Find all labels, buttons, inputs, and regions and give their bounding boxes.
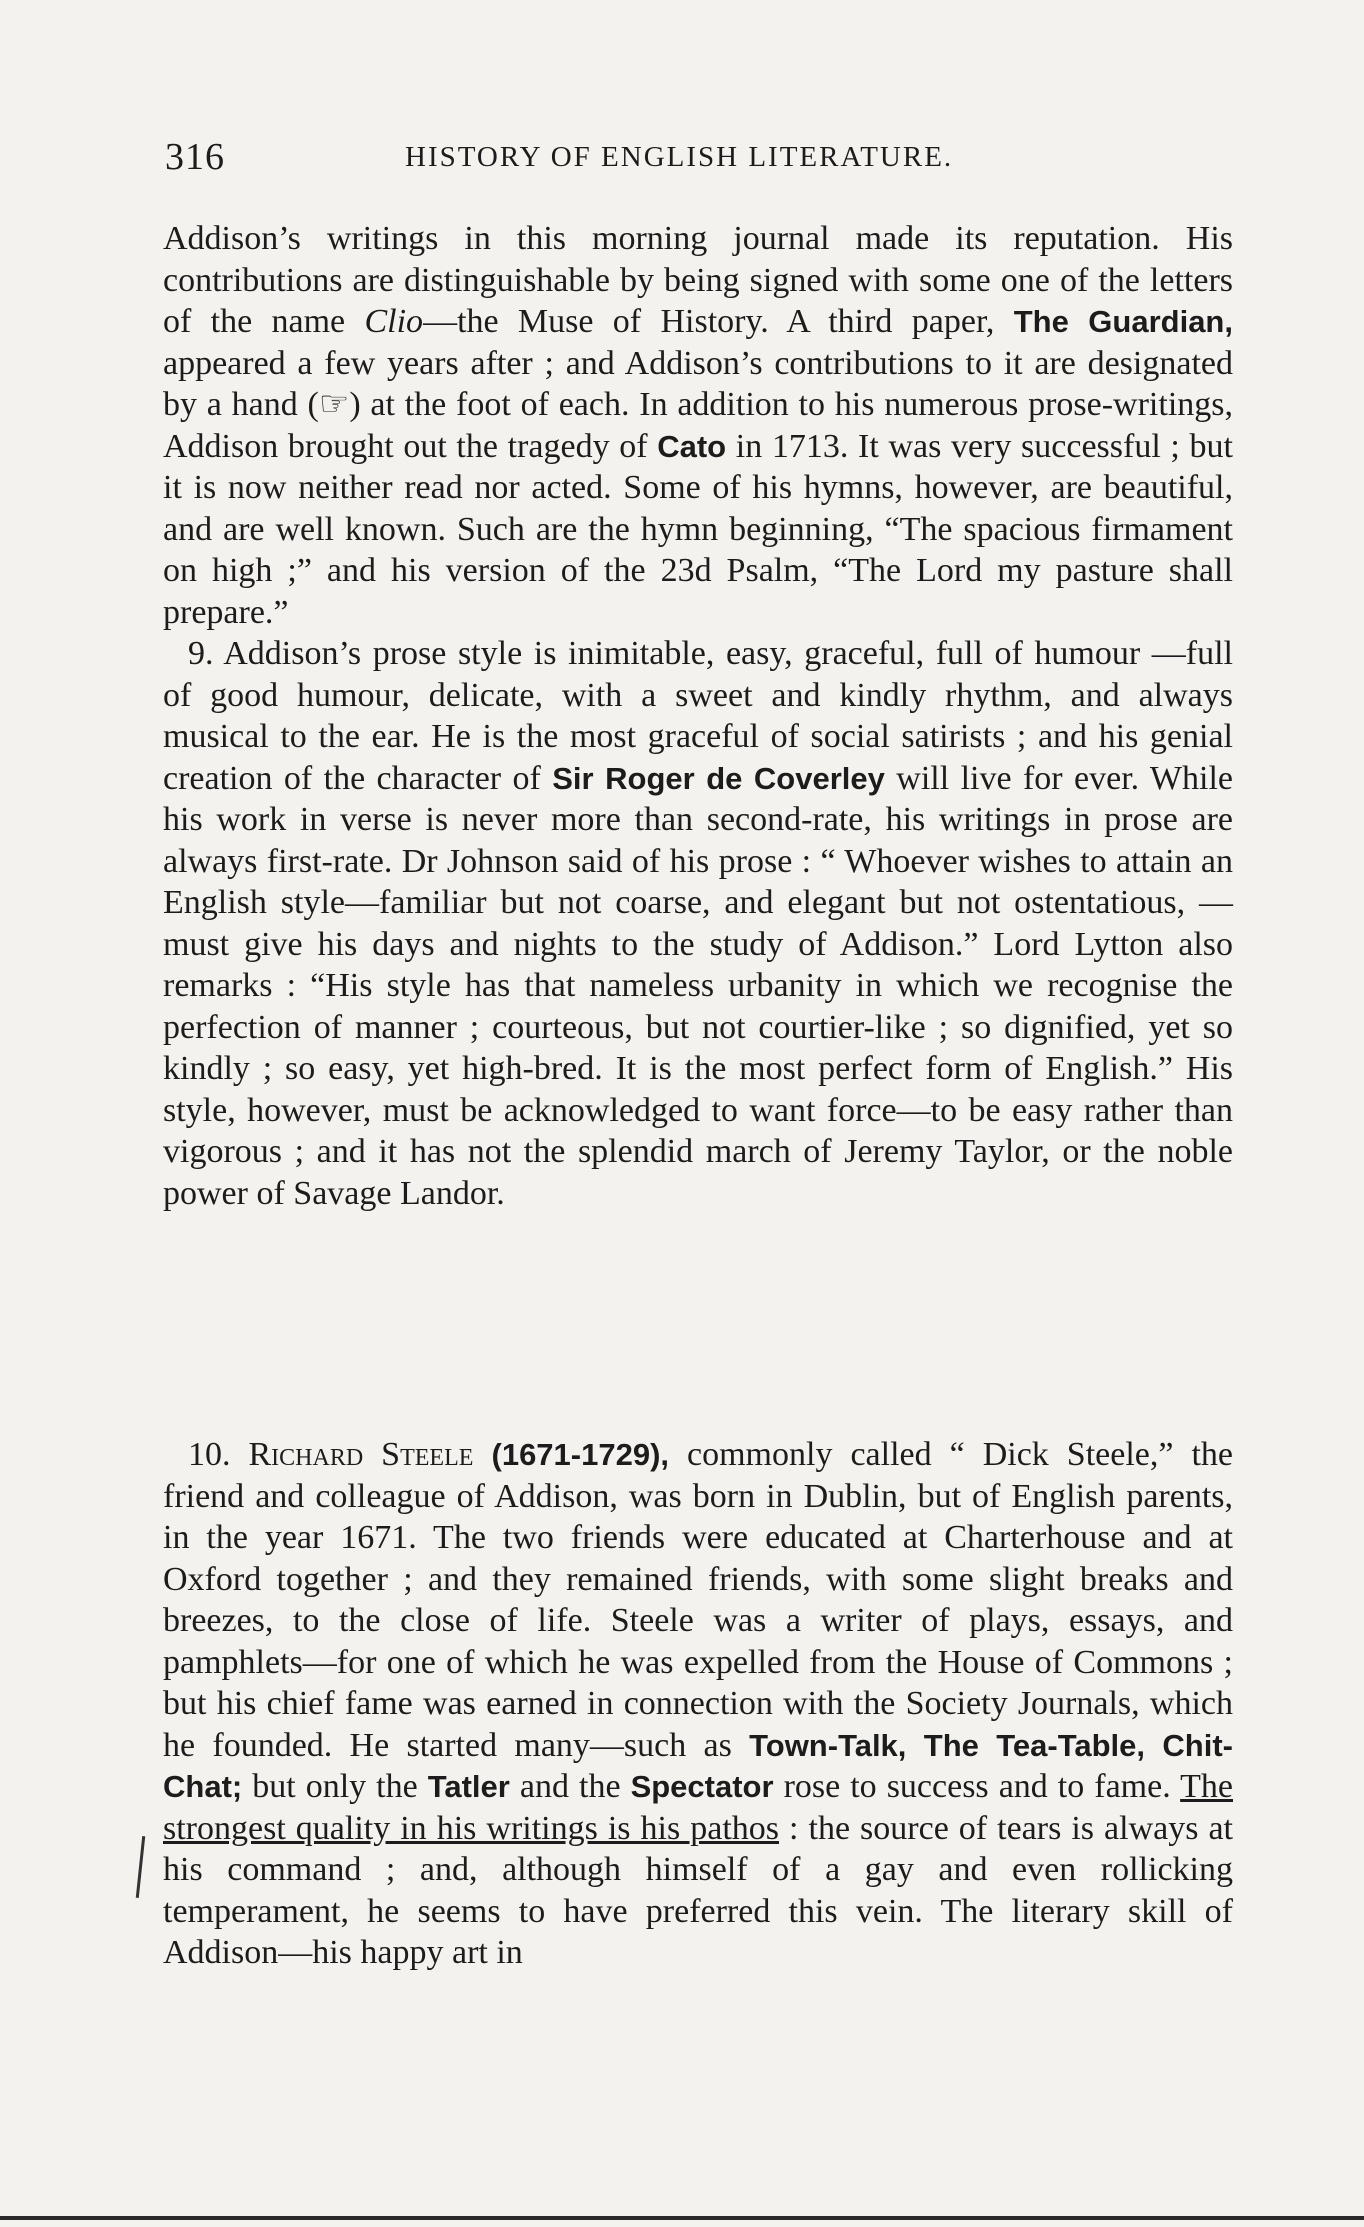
guardian-title: The Guardian,	[1013, 304, 1233, 339]
text-block-steele	[163, 1434, 1233, 1974]
paragraph-9: 9. Addison’s prose style is inimitable, easy, graceful, full of humour —full of good humour, delicate, with a sweet and kindly rhythm, and always musical to the ear. He is the most graceful of social satirists ; and his genial creation of the character of Sir Roger de Coverley will live for ever. While his work in verse is never more than second-rate, his writings in prose are always first-rate. Dr Johnson said of his prose : “ Whoever wishes to attain an English style—familiar but not coarse, and elegant but not ostentatious, —must give his days and nights to the study of Addison.” Lord Lytton also remarks : “His style has that nameless urbanity in which we recognise the perfection of manner ; courteous, but not courtier-like ; so dignified, yet so kindly ; so easy, yet high-bred. It is the most perfect form of English.” His style, however, must be acknowledged to want force—to be easy rather than vigorous ; and it has not the splendid march of Jeremy Taylor, or the noble power of Savage Landor.	[163, 635, 1234, 1212]
text-block-addison	[163, 218, 1233, 1214]
sir-roger-name: Sir Roger de Coverley	[552, 760, 885, 796]
spectator-title: Spectator	[630, 1769, 774, 1804]
underlined-pathos-phrase: The strongest quality in his writings is his pathos	[163, 1768, 1233, 1847]
cato-title: Cato	[657, 428, 727, 464]
steele-name: Richard Steele	[248, 1436, 474, 1473]
tatler-title: Tatler	[427, 1769, 510, 1804]
clio-term: Clio	[364, 303, 424, 340]
running-title: HISTORY OF ENGLISH LITERATURE.	[405, 141, 954, 173]
page-header	[165, 135, 1250, 185]
bottom-edge-rule	[0, 2216, 1364, 2220]
margin-pencil-mark	[136, 1836, 145, 1898]
steele-dates: (1671-1729),	[473, 1437, 670, 1472]
pointing-hand-icon: ☞	[318, 386, 350, 423]
paragraph-10: 10. Richard Steele (1671-1729), commonly called “ Dick Steele,” the friend and colleague of Addison, was born in Dublin, but of English parents, in the year 1671. The two friends were educated at Charterhouse and at Oxford together ; and they remained friends, with some slight breaks and breezes, to the close of life. Steele was a writer of plays, essays, and pamphlets—for one of which he was expelled from the House of Commons ; but his chief fame was earned in connection with the Society Journals, which he founded. He started many—such as Town-Talk, The Tea-Table, Chit-Chat; but only the Tatler and the Spectator rose to success and to fame. The strongest quality in his writings is his pathos : the source of tears is always at his command ; and, although himself of a gay and even rollicking temperament, he seems to have preferred this vein. The literary skill of Addison—his happy art in	[163, 1436, 1233, 1971]
page-number: 316	[165, 136, 225, 178]
journal-titles: Town-Talk, The Tea-Table, Chit-Chat;	[163, 1727, 1233, 1804]
paragraph-addison-journals: Addison’s writings in this morning journal made its reputation. His contributions are distinguishable by being signed with some one of the letters of the name Clio—the Muse of History. A third paper, The Guardian, appeared a few years after ; and Addison’s contributions to it are designated by a hand (☞) at the foot of each. In addition to his numerous prose-writings, Addison brought out the tragedy of Cato in 1713. It was very successful ; but it is now neither read nor acted. Some of his hymns, however, are beautiful, and are well known. Such are the hymn beginning, “The spacious firmament on high ;” and his version of the 23d Psalm, “The Lord my pasture shall prepare.”	[163, 220, 1234, 631]
